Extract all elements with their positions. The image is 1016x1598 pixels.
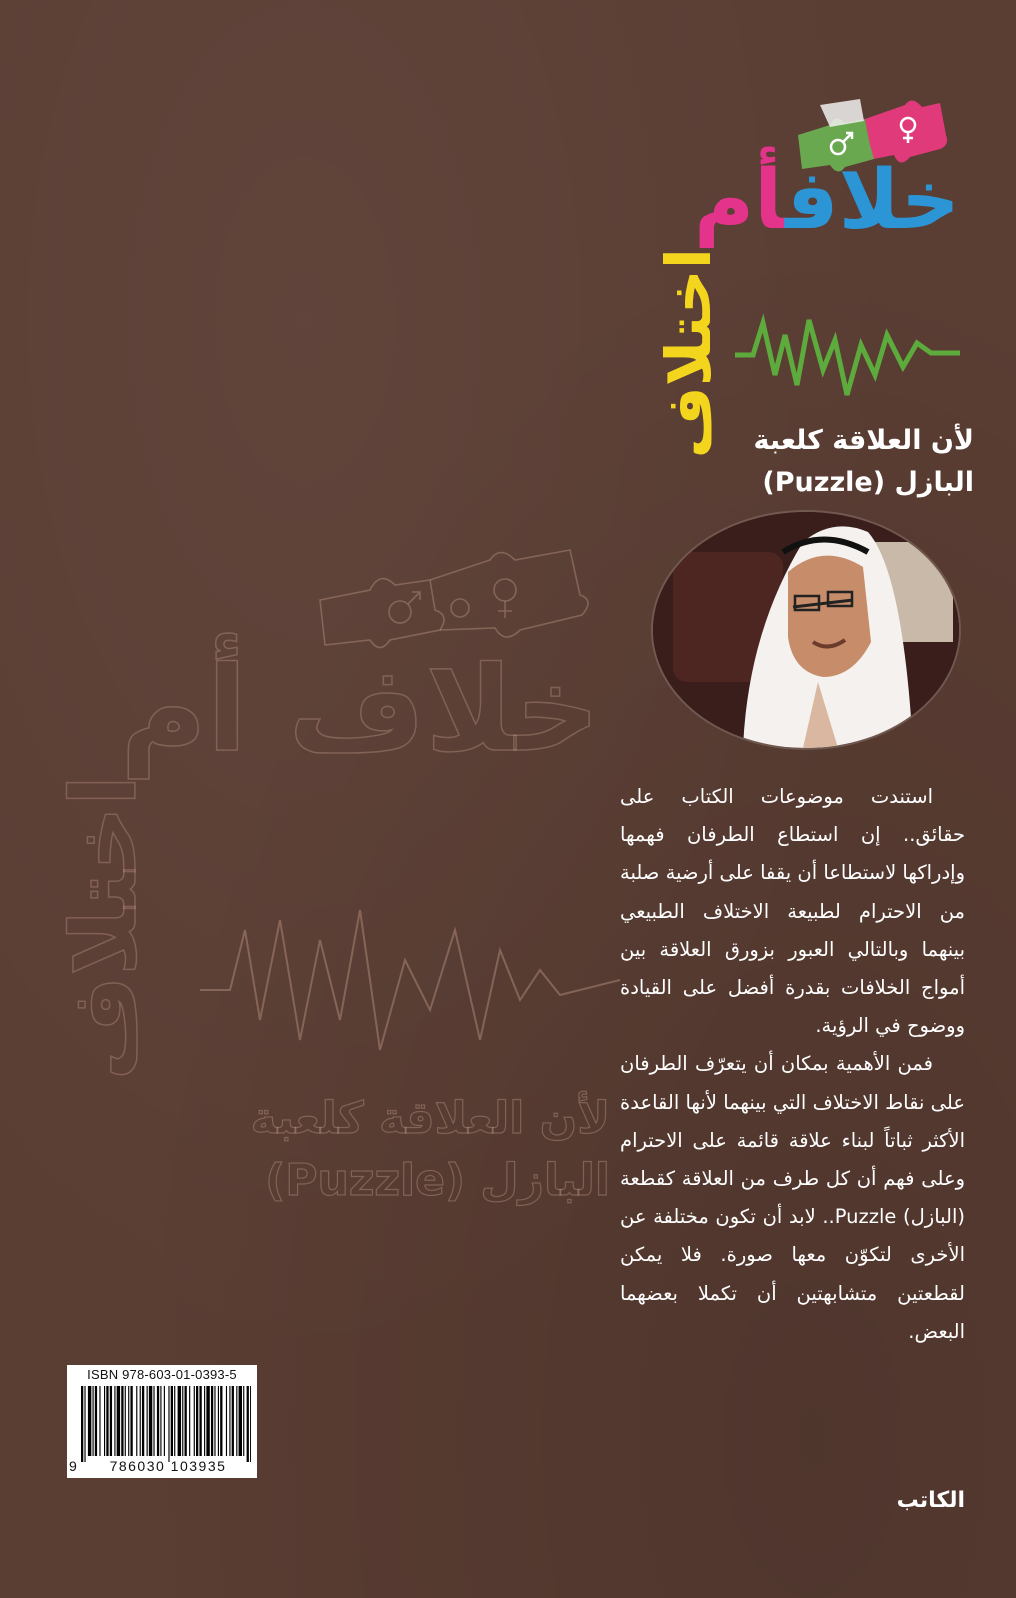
watermark-title: خلاف أم (120, 640, 600, 778)
isbn-barcode-box (67, 1365, 257, 1478)
isbn-label: ISBN 978-603-01-0393-5 (87, 1367, 237, 1382)
author-signature: الكاتب (896, 1488, 965, 1513)
watermark-subtitle-line2: البازل (Puzzle) (265, 1155, 610, 1206)
blurb-paragraph-1: استندت موضوعات الكتاب على حقائق.. إن استطاع الطرفان فهمها وإدراكها لاستطاعا أن يقفا على أرضية صلبة من الاحترام لطبيعة الاختلاف الطبيعي بينهما وبالتالي العبور بزورق العلاقة بين أمواج الخلافات بقدرة أفضل على القيادة ووضوح في الرؤية. (620, 785, 965, 1038)
subtitle-line2: البازل (Puzzle) (762, 467, 974, 498)
cover-subtitle (694, 420, 974, 504)
heartbeat-line-icon (735, 305, 960, 400)
blurb-paragraph-2: فمن الأهمية بمكان أن يتعرّف الطرفان على نقاط الاختلاف التي بينهما لأنها القاعدة الأكثر ثباتاً لبناء علاقة قائمة على الاحترام وعلى فهم أن كل طرف من العلاقة كقطعة (البازل) Puzzle.. لابد أن تكون مختلفة عن الأخرى لتكوّن معها صورة. فلا يمكن لقطعتين متشابهتين أن تكملا بعضهما البعض. (620, 1052, 966, 1343)
subtitle-line1: لأن العلاقة كلعبة (753, 425, 974, 456)
isbn-lead-digit: 9 (69, 1458, 77, 1474)
title-line1 (694, 153, 960, 248)
watermark-subtitle (170, 1088, 610, 1212)
back-cover-blurb (620, 778, 965, 1351)
title-line2-vertical: اختلاف (652, 248, 725, 459)
barcode-image (81, 1386, 251, 1462)
watermark-pulse-line (200, 900, 620, 1070)
author-photo (653, 512, 959, 748)
embossed-watermark (52, 540, 620, 1260)
author-portrait-image (653, 512, 959, 748)
isbn-digits: 786030 103935 (109, 1458, 227, 1474)
watermark-subtitle-line1: لأن العلاقة كلعبة (250, 1093, 610, 1144)
title-word-am: أم (694, 153, 785, 248)
title-word-khilaf: خلاف (784, 153, 960, 248)
watermark-title-vertical: اختلاف (52, 775, 157, 1081)
